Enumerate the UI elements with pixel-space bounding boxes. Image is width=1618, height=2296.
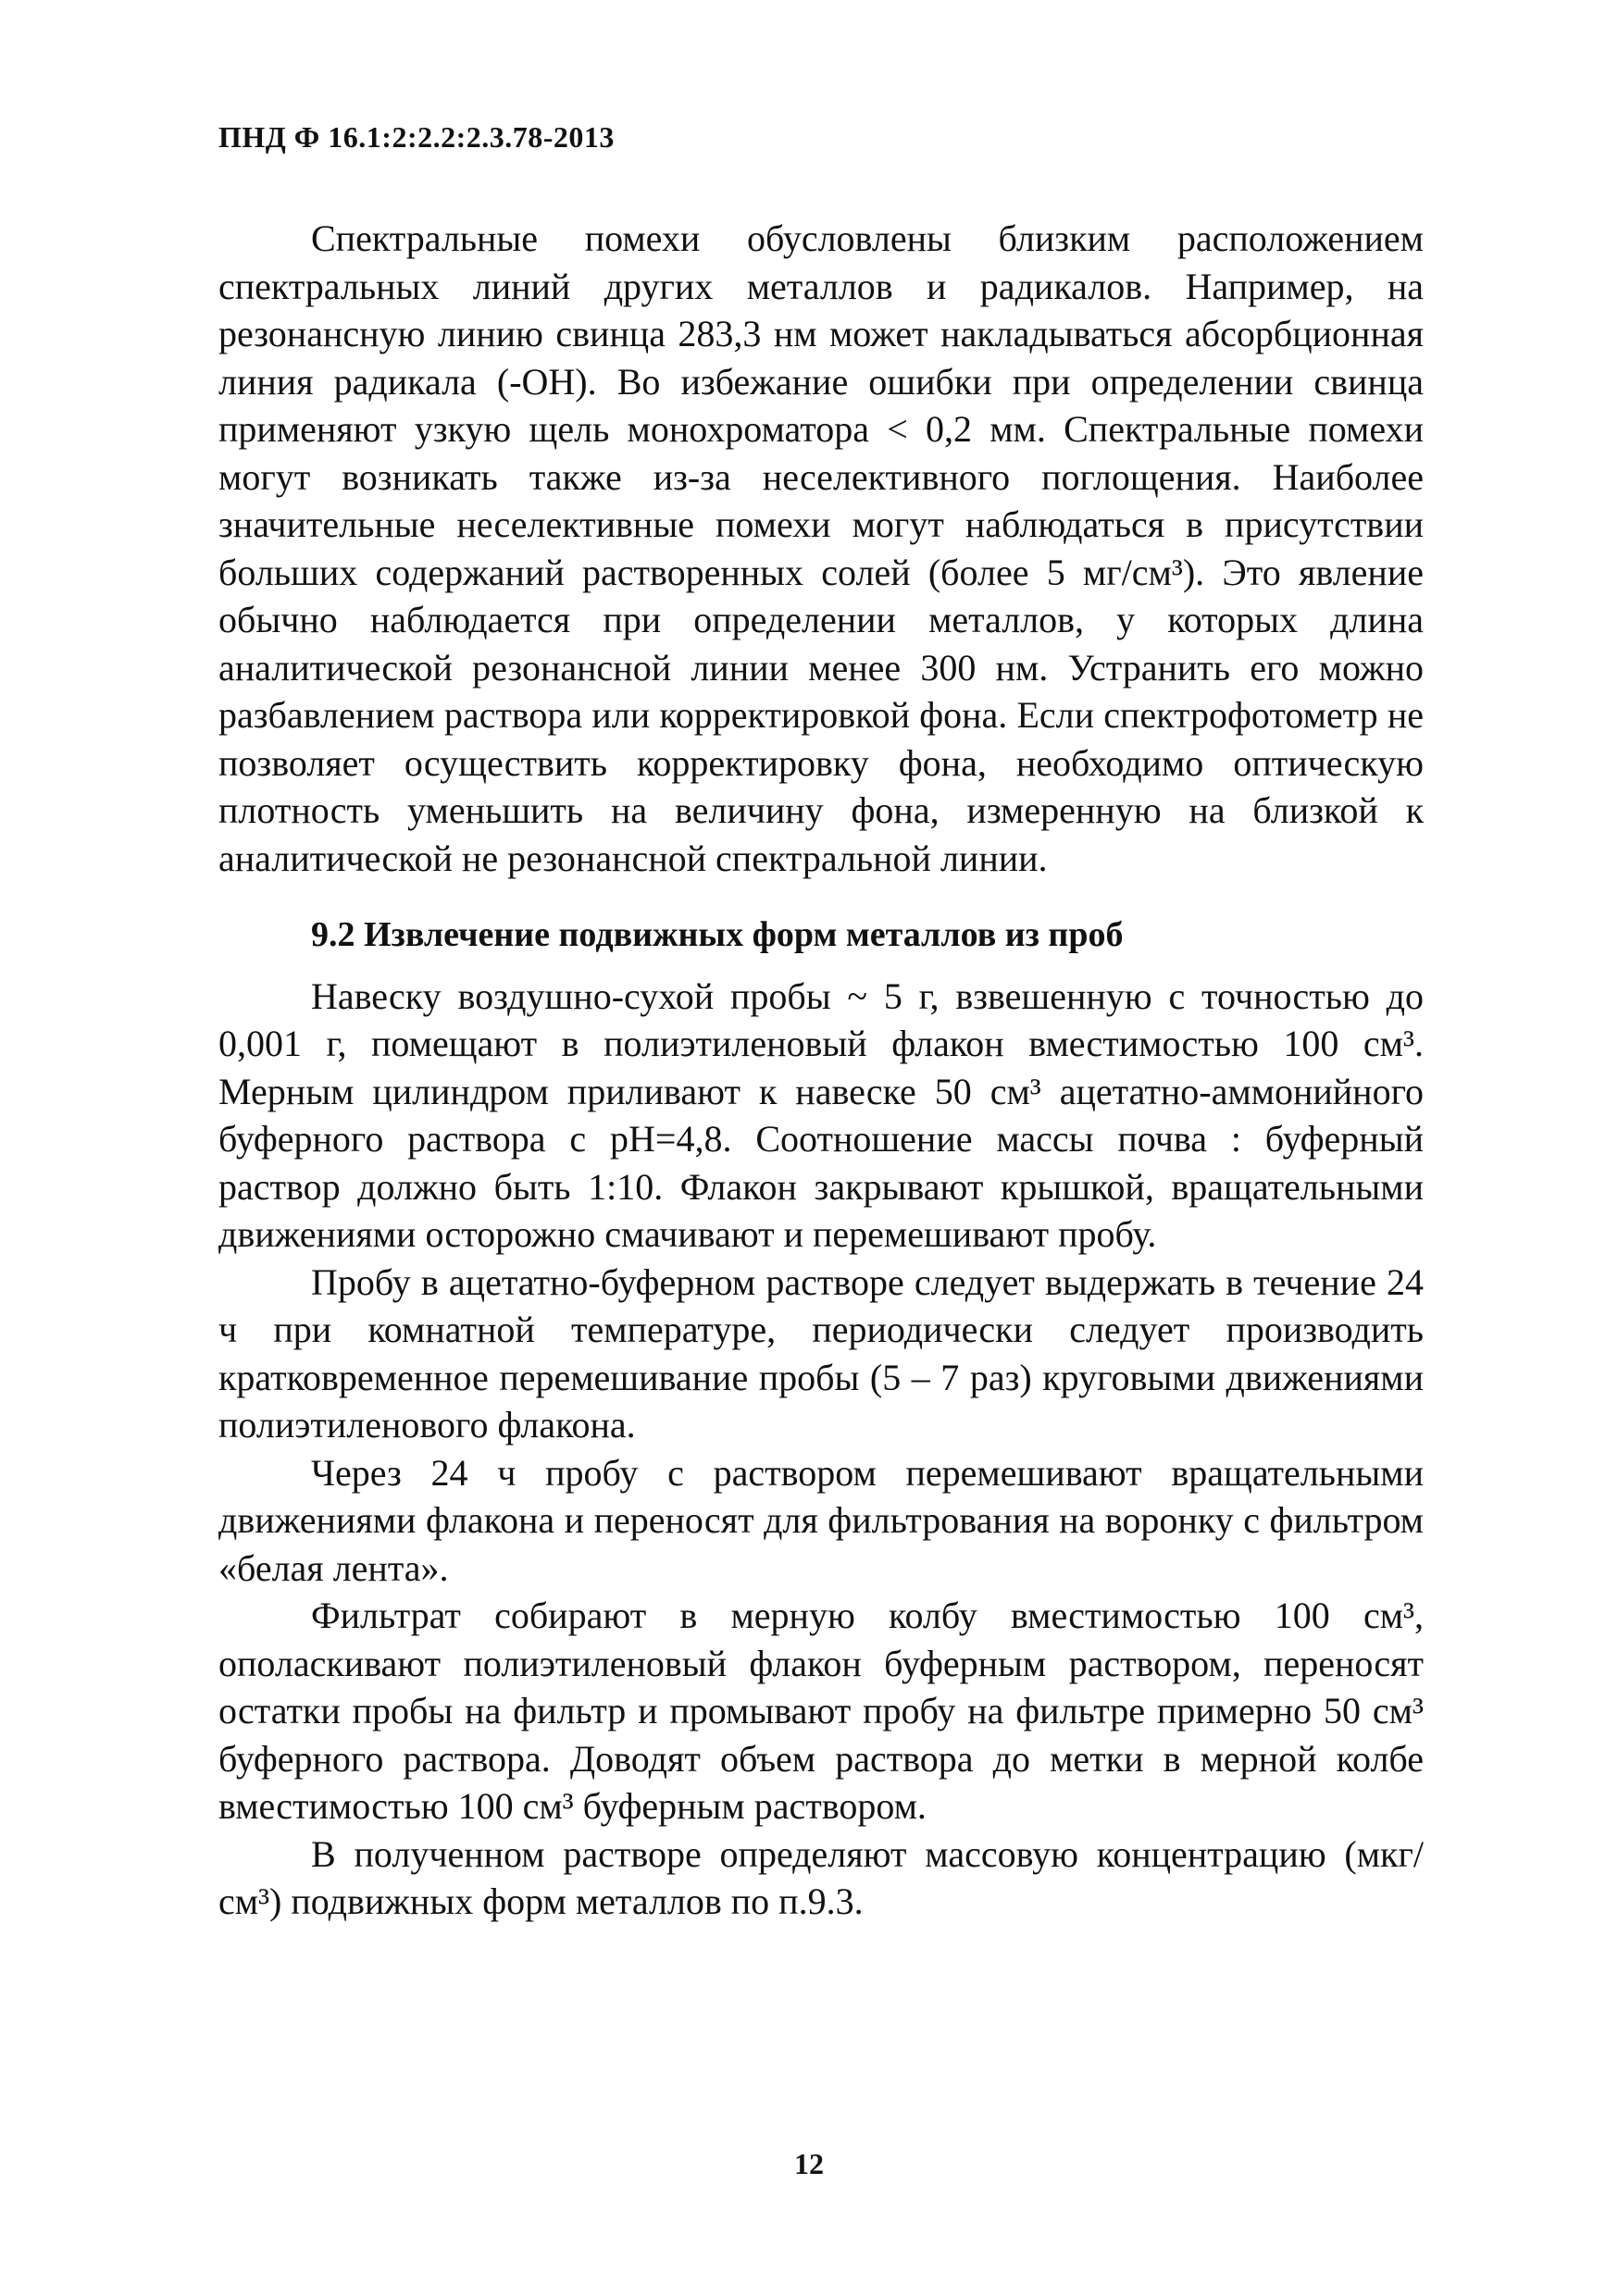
paragraph-filtrate-collection: Фильтрат собирают в мерную колбу вместимостью 100 см³, ополаскивают полиэтиленовый флакон буферным раствором, переносят остатки пробы на фильтр и промывают пробу на фильтре примерно 50 см³ буферного раствора. Доводят объем раствора до метки в мерной колбе вместимостью 100 см³ буферным раствором. [218,1595,1424,1827]
paragraph-filtration: Через 24 ч пробу с раствором перемешивают вращательными движениями флакона и переносят для фильтрования на воронку с фильтром «белая лента». [218,1451,1424,1589]
paragraph-holding-time: Пробу в ацетатно-буферном растворе следует выдержать в течение 24 ч при комнатной температуре, периодически следует производить кратковременное перемешивание пробы (5 – 7 раз) круговыми движениями полиэтиленового флакона. [218,1260,1424,1446]
paragraph-sample-weighing: Навеску воздушно-сухой пробы ~ 5 г, взвешенную с точностью до 0,001 г, помещают в полиэтиленовый флакон вместимостью 100 см³. Мерным цилиндром приливают к навеске 50 см³ ацетатно-аммонийного буферного раствора с рН=4,8. Соотношение массы почва : буферный раствор должно быть 1:10. Флакон закрывают крышкой, вращательными движениями осторожно смачивают и перемешивают пробу. [218,974,1424,1255]
document-body [218,215,1424,1926]
paragraph-concentration-determination: В полученном растворе определяют массовую концентрацию (мкг/см³) подвижных форм металлов по п.9.3. [218,1832,1424,1922]
paragraph-spectral-interference: Спектральные помехи обусловлены близким расположением спектральных линий других металлов и радикалов. Например, на резонансную линию свинца 283,3 нм может накладываться абсорбционная линия радикала (-ОН). Во избежание ошибки при определении свинца применяют узкую щель монохроматора < 0,2 мм. Спектральные помехи могут возникать также из-за неселективного поглощения. Наиболее значительные неселективные помехи могут наблюдаться в присутствии больших содержаний растворенных солей (более 5 мг/см³). Это явление обычно наблюдается при определении металлов, у которых длина аналитической резонансной линии менее 300 нм. Устранить его можно разбавлением раствора или корректировкой фона. Если спектрофотометр не позволяет осуществить корректировку фона, необходимо оптическую плотность уменьшить на величину фона, измеренную на близкой к аналитической не резонансной спектральной линии. [218,217,1424,879]
document-code-header: ПНД Ф 16.1:2:2.2:2.3.78-2013 [218,120,615,154]
section-heading: 9.2 Извлечение подвижных форм металлов из проб [311,915,1124,954]
page-number: 12 [794,2147,824,2180]
